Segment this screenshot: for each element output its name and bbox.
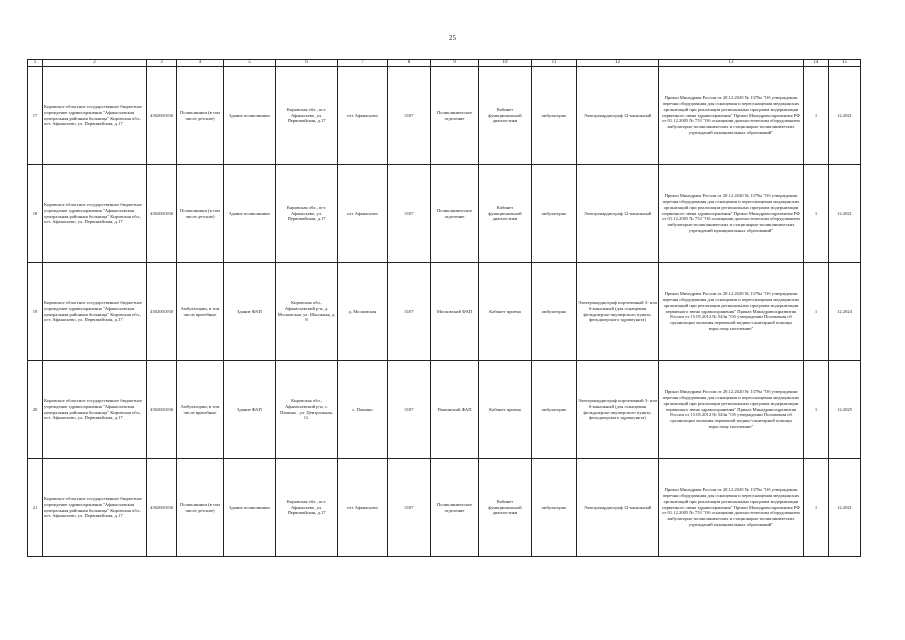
equipment-cell: Электрокардиограф 12-канальный bbox=[577, 67, 659, 165]
num-cell: 3107 bbox=[388, 459, 431, 557]
department-cell: Пашинский ФАП bbox=[431, 361, 479, 459]
column-number: 9 bbox=[431, 60, 479, 67]
column-number: 13 bbox=[659, 60, 804, 67]
building-cell: Здание ФАП bbox=[224, 361, 276, 459]
num-cell: 3107 bbox=[388, 263, 431, 361]
address-cell: Кировская обл., пгт. Афанасьево, ул. Первомайская, д.17 bbox=[276, 165, 338, 263]
column-number: 7 bbox=[338, 60, 388, 67]
column-number: 14 bbox=[804, 60, 829, 67]
building-cell: Здание ФАП bbox=[224, 263, 276, 361]
organization-cell: Кировское областное государственное бюджетное учреждение здравоохранения "Афанасьевская центральная районная больница" Кировская обл., пгт. Афанасьево, ул. Первомайская, д.17 bbox=[43, 67, 147, 165]
organization-cell: Кировское областное государственное бюджетное учреждение здравоохранения "Афанасьевская центральная районная больница" Кировская обл., пгт. Афанасьево, ул. Первомайская, д.17 bbox=[43, 459, 147, 557]
table-row bbox=[28, 361, 861, 459]
department-cell: Поликлиническое отделение bbox=[431, 165, 479, 263]
address-cell: Кировская обл., Афанасьевский р-н, с. Пашино , ул. Центральная, 11. bbox=[276, 361, 338, 459]
basis-cell: Приказ Минздрава России от 28.12.2020 № 1379н "Об утверждении перечня оборудования для оснащения и переоснащения медицинских организаций при реализации региональных программ модернизации первичного звена здравоохранения" Приказ Минздравсоцразвития России от 15.05.2012 № 543н "Об утверждении Положения об организации оказания первичной медико-санитарной помощи взрослому населению" bbox=[659, 361, 804, 459]
equipment-cell: Электрокардиограф 12-канальный bbox=[577, 165, 659, 263]
room-cell: Кабинет функциональной диагностики bbox=[479, 67, 532, 165]
column-number: 11 bbox=[532, 60, 577, 67]
column-number: 1 bbox=[28, 60, 43, 67]
column-number: 2 bbox=[43, 60, 147, 67]
quantity-cell: 1 bbox=[804, 263, 829, 361]
column-number: 6 bbox=[276, 60, 338, 67]
room-cell: Кабинет функциональной диагностики bbox=[479, 459, 532, 557]
table-row bbox=[28, 263, 861, 361]
column-number: 8 bbox=[388, 60, 431, 67]
equipment-cell: Электрокардиограф портативный 3- или 6-канальный (для оснащения фельдшерско-акушерского пункта, фельдшерского здравпункта) bbox=[577, 361, 659, 459]
department-cell: Поликлиническое отделение bbox=[431, 459, 479, 557]
table-row bbox=[28, 459, 861, 557]
settlement-cell: с. Пашино bbox=[338, 361, 388, 459]
date-cell: 12.2025 bbox=[829, 361, 861, 459]
table-row bbox=[28, 67, 861, 165]
address-cell: Кировская обл., пгт. Афанасьево, ул. Первомайская, д.17 bbox=[276, 459, 338, 557]
column-number-row bbox=[28, 60, 861, 67]
care-cell: амбулаторно bbox=[532, 361, 577, 459]
address-cell: Кировская обл., пгт. Афанасьево, ул. Первомайская, д.17 bbox=[276, 67, 338, 165]
num-cell: 3107 bbox=[388, 165, 431, 263]
basis-cell: Приказ Минздрава России от 28.12.2020 № 1379н "Об утверждении перечня оборудования для оснащения и переоснащения медицинских организаций при реализации региональных программ модернизации первичного звена здравоохранения" Приказ Минздравсоцразвития РФ от 01.12.2005 № 753 "Об оснащении диагностическим оборудованием амбулаторно-поликлинических и стационарно-поликлинических учреждений муниципальных образований" bbox=[659, 165, 804, 263]
row-number: 17 bbox=[28, 67, 43, 165]
basis-cell: Приказ Минздрава России от 28.12.2020 № 1379н "Об утверждении перечня оборудования для оснащения и переоснащения медицинских организаций при реализации региональных программ модернизации первичного звена здравоохранения" Приказ Минздравсоцразвития России от 15.05.2012 № 543н "Об утверждении Положения об организации оказания первичной медико-санитарной помощи взрослому населению" bbox=[659, 263, 804, 361]
building-cell: Здание поликлиники bbox=[224, 67, 276, 165]
settlement-cell: пгт Афанасьево bbox=[338, 67, 388, 165]
column-number: 4 bbox=[177, 60, 224, 67]
quantity-cell: 1 bbox=[804, 361, 829, 459]
building-cell: Здание поликлиники bbox=[224, 459, 276, 557]
equipment-table bbox=[27, 59, 861, 557]
code-cell: 4302001030 bbox=[147, 361, 177, 459]
date-cell: 12.2021 bbox=[829, 165, 861, 263]
column-number: 3 bbox=[147, 60, 177, 67]
code-cell: 4302001030 bbox=[147, 263, 177, 361]
organization-cell: Кировское областное государственное бюджетное учреждение здравоохранения "Афанасьевская центральная районная больница" Кировская обл., пгт. Афанасьево, ул. Первомайская, д.17 bbox=[43, 361, 147, 459]
table-row bbox=[28, 165, 861, 263]
column-number: 5 bbox=[224, 60, 276, 67]
care-cell: амбулаторно bbox=[532, 165, 577, 263]
equipment-cell: Электрокардиограф портативный 3- или 6-канальный (для оснащения фельдшерско-акушерского пункта, фельдшерского здравпункта) bbox=[577, 263, 659, 361]
date-cell: 12.2021 bbox=[829, 67, 861, 165]
facility-type-cell: Поликлиники (в том числе детские) bbox=[177, 165, 224, 263]
row-number: 21 bbox=[28, 459, 43, 557]
row-number: 20 bbox=[28, 361, 43, 459]
facility-type-cell: Поликлиники (в том числе детские) bbox=[177, 459, 224, 557]
care-cell: амбулаторно bbox=[532, 263, 577, 361]
num-cell: 3107 bbox=[388, 361, 431, 459]
quantity-cell: 1 bbox=[804, 67, 829, 165]
facility-type-cell: Амбулатории, в том числе врачебные bbox=[177, 361, 224, 459]
date-cell: 12.2021 bbox=[829, 459, 861, 557]
organization-cell: Кировское областное государственное бюджетное учреждение здравоохранения "Афанасьевская центральная районная больница" Кировская обл., пгт. Афанасьево, ул. Первомайская, д.17 bbox=[43, 263, 147, 361]
row-number: 19 bbox=[28, 263, 43, 361]
department-cell: Московский ФАП bbox=[431, 263, 479, 361]
code-cell: 4302001030 bbox=[147, 459, 177, 557]
room-cell: Кабинет приема bbox=[479, 361, 532, 459]
date-cell: 12.2024 bbox=[829, 263, 861, 361]
code-cell: 4302001030 bbox=[147, 165, 177, 263]
room-cell: Кабинет функциональной диагностики bbox=[479, 165, 532, 263]
equipment-cell: Электрокардиограф 12-канальный bbox=[577, 459, 659, 557]
quantity-cell: 1 bbox=[804, 165, 829, 263]
num-cell: 3107 bbox=[388, 67, 431, 165]
basis-cell: Приказ Минздрава России от 28.12.2020 № 1379н "Об утверждении перечня оборудования для оснащения и переоснащения медицинских организаций при реализации региональных программ модернизации первичного звена здравоохранения" Приказ Минздравсоцразвития РФ от 01.12.2005 № 753 "Об оснащении диагностическим оборудованием амбулаторно-поликлинических и стационарно-поликлинических учреждений муниципальных образований" bbox=[659, 67, 804, 165]
settlement-cell: д. Московская bbox=[338, 263, 388, 361]
address-cell: Кировская обл., Афанасьевский р-н, д. Московская, ул. Школьная, д. 8 bbox=[276, 263, 338, 361]
page-number: 25 bbox=[449, 34, 456, 42]
quantity-cell: 1 bbox=[804, 459, 829, 557]
settlement-cell: пгт Афанасьево bbox=[338, 459, 388, 557]
building-cell: Здание поликлиники bbox=[224, 165, 276, 263]
column-number: 10 bbox=[479, 60, 532, 67]
department-cell: Поликлиническое отделение bbox=[431, 67, 479, 165]
column-number: 15 bbox=[829, 60, 861, 67]
row-number: 18 bbox=[28, 165, 43, 263]
care-cell: амбулаторно bbox=[532, 67, 577, 165]
settlement-cell: пгт Афанасьево bbox=[338, 165, 388, 263]
column-number: 12 bbox=[577, 60, 659, 67]
facility-type-cell: Поликлиники (в том числе детские) bbox=[177, 67, 224, 165]
organization-cell: Кировское областное государственное бюджетное учреждение здравоохранения "Афанасьевская центральная районная больница" Кировская обл., пгт. Афанасьево, ул. Первомайская, д.17 bbox=[43, 165, 147, 263]
room-cell: Кабинет приема bbox=[479, 263, 532, 361]
care-cell: амбулаторно bbox=[532, 459, 577, 557]
code-cell: 4302001030 bbox=[147, 67, 177, 165]
basis-cell: Приказ Минздрава России от 28.12.2020 № 1379н "Об утверждении перечня оборудования для оснащения и переоснащения медицинских организаций при реализации региональных программ модернизации первичного звена здравоохранения" Приказ Минздравсоцразвития РФ от 01.12.2005 № 753 "Об оснащении диагностическим оборудованием амбулаторно-поликлинических и стационарно-поликлинических учреждений муниципальных образований" bbox=[659, 459, 804, 557]
facility-type-cell: Амбулатории, в том числе врачебные bbox=[177, 263, 224, 361]
